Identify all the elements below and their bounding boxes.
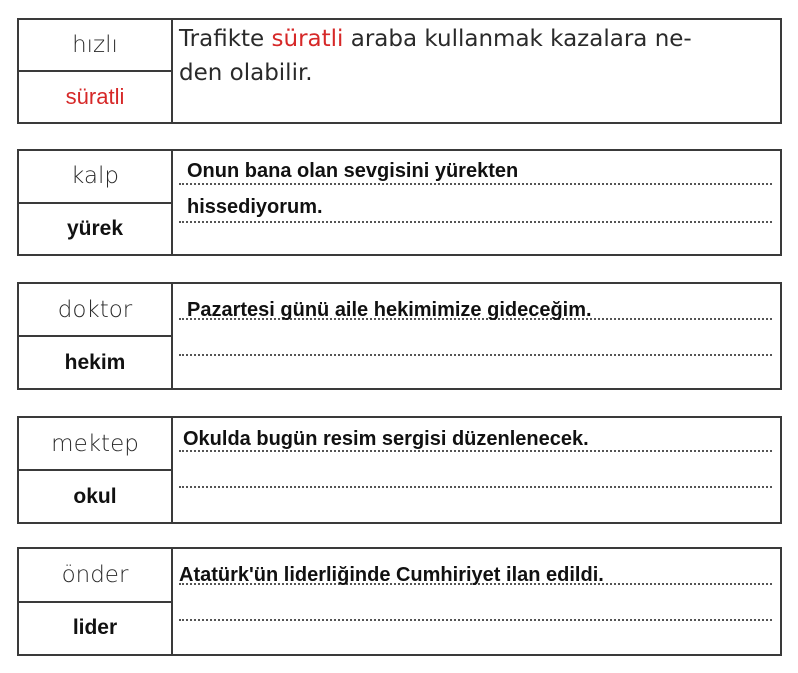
word-pair: [19, 284, 173, 388]
word: kalp: [71, 163, 119, 190]
synonym: yürek: [66, 216, 124, 240]
synonym: okul: [73, 484, 117, 508]
word-cell: [19, 151, 171, 204]
writing-line: [179, 619, 772, 621]
word-cell: [19, 549, 171, 603]
word: hızlı: [72, 32, 118, 58]
sentence-area: [173, 284, 780, 388]
word-row-2: [17, 149, 782, 256]
word-cell: [19, 284, 171, 337]
word-cell: [19, 418, 171, 471]
sentence-area: [173, 549, 780, 654]
highlighted-synonym: süratli: [271, 26, 344, 52]
synonym-cell: [19, 204, 171, 255]
sentence-line-1: Okulda bugün resim sergisi düzenlenecek.: [183, 428, 589, 450]
word-row-4: [17, 416, 782, 524]
word-pair: [19, 418, 173, 522]
synonym-cell: [19, 337, 171, 388]
synonym-cell: [19, 603, 171, 655]
word-row-3: [17, 282, 782, 390]
sentence-area: [173, 151, 780, 254]
writing-line: [179, 183, 772, 185]
synonym-cell: [19, 471, 171, 522]
writing-line: [179, 221, 772, 223]
example-sentence: Trafikte süratli araba kullanmak kazalara ne- den olabilir.: [179, 26, 692, 86]
word-row-1: [17, 18, 782, 124]
sentence-line-1: Onun bana olan sevgisini yürekten: [187, 160, 519, 182]
word: doktor: [57, 296, 133, 323]
word-pair: [19, 549, 173, 654]
word-pair: [19, 20, 173, 122]
word: önder: [61, 561, 129, 588]
sentence-area: [173, 20, 780, 122]
word: mektep: [51, 430, 139, 457]
sentence-area: [173, 418, 780, 522]
synonym: süratli: [65, 84, 125, 109]
word-cell: [19, 20, 171, 72]
synonym-cell: [19, 72, 171, 122]
word-pair: [19, 151, 173, 254]
synonym: lider: [72, 616, 118, 640]
writing-line: [179, 486, 772, 488]
synonym: hekim: [64, 350, 126, 374]
writing-line: [179, 354, 772, 356]
sentence-line-2: hissediyorum.: [187, 196, 323, 218]
sentence-line-1: Pazartesi günü aile hekimimize gideceğim.: [187, 299, 592, 321]
sentence-line-1: Atatürk'ün liderliğinde Cumhiriyet ilan edildi.: [179, 564, 604, 586]
word-row-5: [17, 547, 782, 656]
